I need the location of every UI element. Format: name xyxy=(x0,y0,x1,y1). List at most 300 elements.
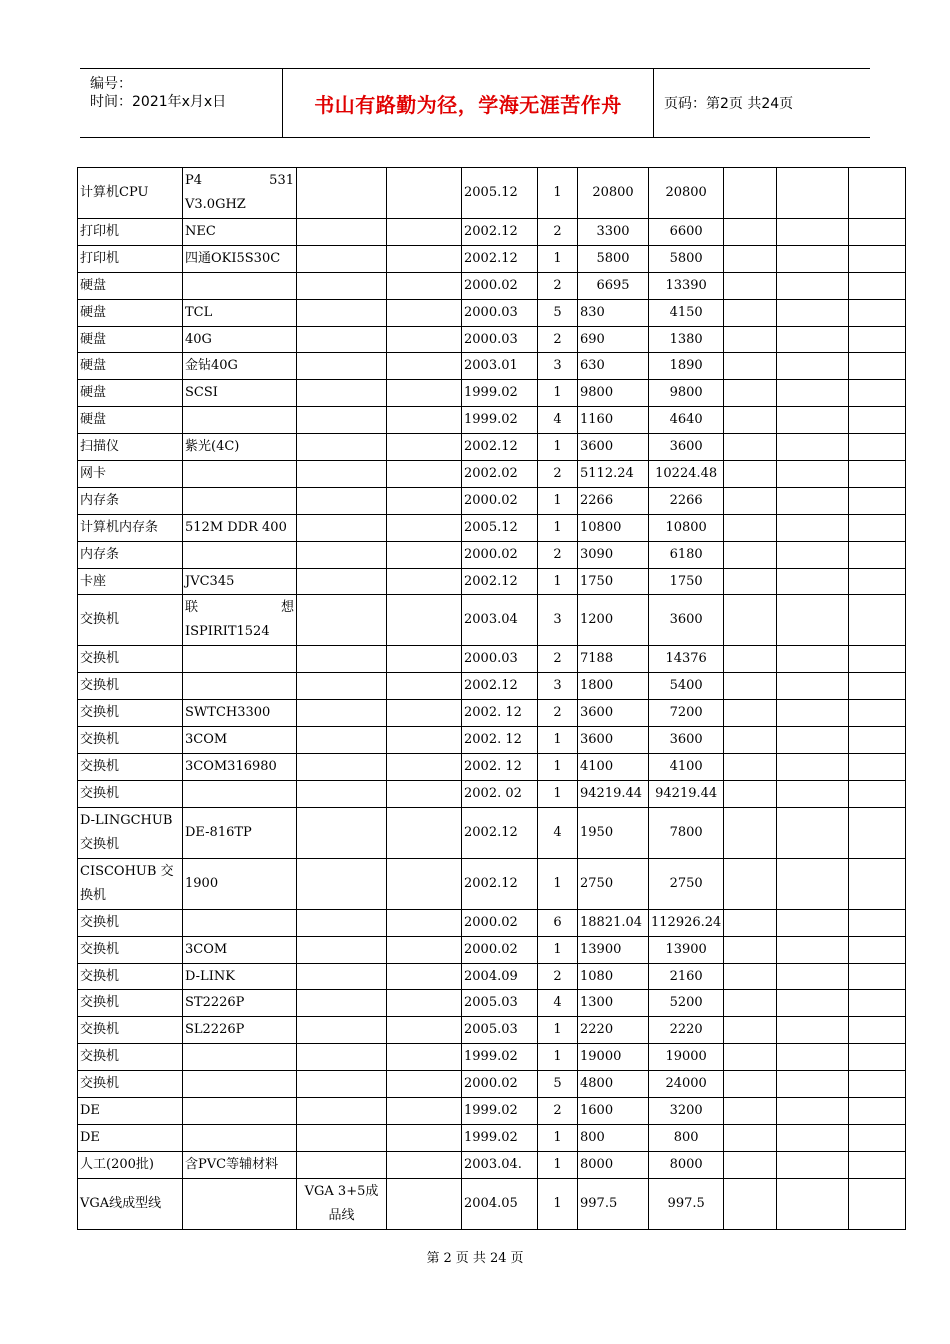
cell-empty xyxy=(849,1151,906,1178)
cell-empty xyxy=(777,514,849,541)
cell-empty xyxy=(387,673,462,700)
cell-empty xyxy=(777,858,849,909)
cell-spec xyxy=(297,754,387,781)
cell-qty: 2 xyxy=(538,541,578,568)
cell-spec xyxy=(297,780,387,807)
cell-model: 金钻40G xyxy=(183,353,297,380)
table-row xyxy=(78,461,906,488)
cell-empty xyxy=(724,219,777,246)
cell-date: 2002. 02 xyxy=(462,780,538,807)
cell-empty xyxy=(724,514,777,541)
table-row xyxy=(78,727,906,754)
cell-price: 1160 xyxy=(578,407,649,434)
cell-empty xyxy=(387,541,462,568)
cell-model: ST2226P xyxy=(183,990,297,1017)
cell-total: 19000 xyxy=(649,1044,724,1071)
cell-price: 6695 xyxy=(578,272,649,299)
cell-model: TCL xyxy=(183,299,297,326)
cell-name: 硬盘 xyxy=(78,299,183,326)
cell-total: 9800 xyxy=(649,380,724,407)
cell-total: 2750 xyxy=(649,858,724,909)
cell-empty xyxy=(387,272,462,299)
cell-qty: 2 xyxy=(538,700,578,727)
cell-qty: 1 xyxy=(538,858,578,909)
cell-model: 1900 xyxy=(183,858,297,909)
cell-model: DE-816TP xyxy=(183,807,297,858)
cell-empty xyxy=(849,1044,906,1071)
cell-empty xyxy=(387,487,462,514)
cell-name: 卡座 xyxy=(78,568,183,595)
cell-empty xyxy=(777,568,849,595)
cell-empty xyxy=(724,754,777,781)
cell-name: 交换机 xyxy=(78,700,183,727)
cell-total: 6180 xyxy=(649,541,724,568)
cell-date: 1999.02 xyxy=(462,1098,538,1125)
cell-total: 2266 xyxy=(649,487,724,514)
cell-qty: 3 xyxy=(538,353,578,380)
cell-model xyxy=(183,1124,297,1151)
cell-name: 交换机 xyxy=(78,595,183,646)
cell-empty xyxy=(724,568,777,595)
cell-date: 2000.02 xyxy=(462,936,538,963)
cell-empty xyxy=(777,1124,849,1151)
cell-price: 1750 xyxy=(578,568,649,595)
footer-prefix: 第 xyxy=(426,1251,440,1266)
cell-empty xyxy=(777,487,849,514)
cell-price: 1800 xyxy=(578,673,649,700)
cell-empty xyxy=(849,727,906,754)
cell-qty: 1 xyxy=(538,1044,578,1071)
cell-empty xyxy=(724,990,777,1017)
cell-price: 2266 xyxy=(578,487,649,514)
cell-model xyxy=(183,909,297,936)
cell-empty xyxy=(724,272,777,299)
cell-price: 2750 xyxy=(578,858,649,909)
cell-empty xyxy=(849,1071,906,1098)
cell-date: 2000.02 xyxy=(462,272,538,299)
cell-spec xyxy=(297,1044,387,1071)
table-row xyxy=(78,326,906,353)
cell-total: 13390 xyxy=(649,272,724,299)
cell-qty: 6 xyxy=(538,909,578,936)
table-row xyxy=(78,673,906,700)
table-row xyxy=(78,1098,906,1125)
cell-date: 2005.12 xyxy=(462,168,538,219)
cell-spec xyxy=(297,168,387,219)
table-row xyxy=(78,514,906,541)
cell-name: 硬盘 xyxy=(78,380,183,407)
cell-empty xyxy=(387,380,462,407)
cell-empty xyxy=(387,990,462,1017)
cell-empty xyxy=(387,858,462,909)
cell-date: 2003.01 xyxy=(462,353,538,380)
cell-total: 4150 xyxy=(649,299,724,326)
cell-empty xyxy=(777,727,849,754)
cell-total: 10800 xyxy=(649,514,724,541)
cell-name: 交换机 xyxy=(78,963,183,990)
cell-empty xyxy=(777,673,849,700)
cell-empty xyxy=(777,1151,849,1178)
cell-spec xyxy=(297,673,387,700)
cell-model: 3COM xyxy=(183,727,297,754)
table-row xyxy=(78,434,906,461)
cell-date: 2000.03 xyxy=(462,299,538,326)
cell-model: 3COM316980 xyxy=(183,754,297,781)
cell-price: 13900 xyxy=(578,936,649,963)
cell-model xyxy=(183,541,297,568)
table-row xyxy=(78,272,906,299)
cell-empty xyxy=(387,909,462,936)
cell-model xyxy=(183,646,297,673)
cell-empty xyxy=(724,380,777,407)
cell-qty: 2 xyxy=(538,272,578,299)
cell-model: SL2226P xyxy=(183,1017,297,1044)
cell-empty xyxy=(387,461,462,488)
cell-empty xyxy=(724,673,777,700)
cell-spec xyxy=(297,299,387,326)
cell-qty: 1 xyxy=(538,434,578,461)
cell-date: 1999.02 xyxy=(462,1124,538,1151)
cell-empty xyxy=(387,936,462,963)
cell-date: 2002.12 xyxy=(462,673,538,700)
cell-name: 打印机 xyxy=(78,245,183,272)
cell-spec xyxy=(297,380,387,407)
cell-date: 2000.02 xyxy=(462,909,538,936)
cell-qty: 1 xyxy=(538,168,578,219)
cell-total: 10224.48 xyxy=(649,461,724,488)
cell-qty: 3 xyxy=(538,673,578,700)
cell-empty xyxy=(387,1017,462,1044)
cell-price: 800 xyxy=(578,1124,649,1151)
cell-total: 6600 xyxy=(649,219,724,246)
cell-name: 交换机 xyxy=(78,727,183,754)
cell-empty xyxy=(777,434,849,461)
cell-empty xyxy=(387,727,462,754)
cell-price: 2220 xyxy=(578,1017,649,1044)
cell-empty xyxy=(724,299,777,326)
cell-spec xyxy=(297,1151,387,1178)
cell-empty xyxy=(724,858,777,909)
cell-model xyxy=(183,407,297,434)
cell-date: 2000.03 xyxy=(462,646,538,673)
cell-date: 2002.12 xyxy=(462,568,538,595)
cell-empty xyxy=(849,1017,906,1044)
cell-empty xyxy=(849,673,906,700)
cell-date: 2004.09 xyxy=(462,963,538,990)
cell-empty xyxy=(387,1151,462,1178)
table-row xyxy=(78,1017,906,1044)
cell-spec xyxy=(297,595,387,646)
cell-date: 2002.12 xyxy=(462,807,538,858)
cell-date: 2005.12 xyxy=(462,514,538,541)
cell-empty xyxy=(387,219,462,246)
cell-total: 1890 xyxy=(649,353,724,380)
cell-price: 690 xyxy=(578,326,649,353)
cell-total: 7800 xyxy=(649,807,724,858)
cell-model: 512M DDR 400 xyxy=(183,514,297,541)
cell-empty xyxy=(724,168,777,219)
cell-empty xyxy=(724,1124,777,1151)
cell-empty xyxy=(849,807,906,858)
cell-price: 1300 xyxy=(578,990,649,1017)
cell-name: 扫描仪 xyxy=(78,434,183,461)
cell-empty xyxy=(724,807,777,858)
cell-model: NEC xyxy=(183,219,297,246)
cell-empty xyxy=(849,754,906,781)
cell-total: 997.5 xyxy=(649,1178,724,1229)
cell-empty xyxy=(849,646,906,673)
cell-price: 9800 xyxy=(578,380,649,407)
cell-empty xyxy=(777,1044,849,1071)
cell-name: 交换机 xyxy=(78,673,183,700)
cell-empty xyxy=(724,1017,777,1044)
cell-price: 3600 xyxy=(578,727,649,754)
table-row xyxy=(78,595,906,646)
cell-empty xyxy=(849,568,906,595)
table-row xyxy=(78,780,906,807)
cell-empty xyxy=(777,461,849,488)
cell-empty xyxy=(777,936,849,963)
cell-price: 830 xyxy=(578,299,649,326)
cell-empty xyxy=(387,595,462,646)
cell-empty xyxy=(724,963,777,990)
cell-model: D-LINK xyxy=(183,963,297,990)
header-page-label: 页码：第2页 共24页 xyxy=(664,96,794,112)
cell-model: JVC345 xyxy=(183,568,297,595)
cell-qty: 3 xyxy=(538,595,578,646)
cell-spec xyxy=(297,990,387,1017)
cell-price: 3300 xyxy=(578,219,649,246)
cell-empty xyxy=(849,380,906,407)
cell-empty xyxy=(724,541,777,568)
table-row xyxy=(78,700,906,727)
page-header xyxy=(80,68,870,138)
cell-name: 计算机内存条 xyxy=(78,514,183,541)
header-meta xyxy=(80,69,283,137)
cell-empty xyxy=(849,780,906,807)
cell-name: 硬盘 xyxy=(78,353,183,380)
cell-model: 40G xyxy=(183,326,297,353)
cell-total: 4100 xyxy=(649,754,724,781)
cell-spec xyxy=(297,353,387,380)
cell-price: 3600 xyxy=(578,700,649,727)
cell-qty: 1 xyxy=(538,1178,578,1229)
cell-empty xyxy=(387,780,462,807)
cell-name: 人工(200批) xyxy=(78,1151,183,1178)
cell-name: 交换机 xyxy=(78,936,183,963)
cell-total: 2160 xyxy=(649,963,724,990)
footer-mid: 页 共 xyxy=(455,1251,486,1266)
cell-model xyxy=(183,780,297,807)
cell-empty xyxy=(724,780,777,807)
cell-date: 2002.12 xyxy=(462,434,538,461)
cell-qty: 1 xyxy=(538,754,578,781)
cell-price: 8000 xyxy=(578,1151,649,1178)
cell-date: 2003.04. xyxy=(462,1151,538,1178)
cell-qty: 1 xyxy=(538,780,578,807)
cell-empty xyxy=(777,990,849,1017)
table-row xyxy=(78,1178,906,1229)
cell-empty xyxy=(387,568,462,595)
cell-name: 交换机 xyxy=(78,1044,183,1071)
cell-empty xyxy=(724,646,777,673)
table-row xyxy=(78,963,906,990)
cell-empty xyxy=(387,299,462,326)
cell-spec xyxy=(297,245,387,272)
asset-table-body xyxy=(78,168,906,1230)
cell-name: 交换机 xyxy=(78,754,183,781)
cell-date: 2004.05 xyxy=(462,1178,538,1229)
cell-empty xyxy=(777,326,849,353)
cell-total: 1380 xyxy=(649,326,724,353)
cell-empty xyxy=(724,1178,777,1229)
cell-date: 1999.02 xyxy=(462,1044,538,1071)
table-row xyxy=(78,568,906,595)
cell-empty xyxy=(724,434,777,461)
cell-spec xyxy=(297,963,387,990)
cell-model: SWTCH3300 xyxy=(183,700,297,727)
cell-price: 1600 xyxy=(578,1098,649,1125)
cell-qty: 2 xyxy=(538,326,578,353)
cell-date: 1999.02 xyxy=(462,407,538,434)
cell-empty xyxy=(387,1124,462,1151)
cell-qty: 1 xyxy=(538,1124,578,1151)
cell-qty: 2 xyxy=(538,646,578,673)
cell-empty xyxy=(849,245,906,272)
cell-name: DE xyxy=(78,1098,183,1125)
cell-name: 硬盘 xyxy=(78,272,183,299)
table-row xyxy=(78,990,906,1017)
cell-empty xyxy=(777,909,849,936)
cell-empty xyxy=(849,1098,906,1125)
cell-empty xyxy=(724,487,777,514)
cell-empty xyxy=(387,700,462,727)
cell-date: 2005.03 xyxy=(462,990,538,1017)
cell-spec xyxy=(297,487,387,514)
cell-empty xyxy=(777,380,849,407)
cell-empty xyxy=(387,434,462,461)
cell-qty: 5 xyxy=(538,1071,578,1098)
cell-name: 交换机 xyxy=(78,1017,183,1044)
cell-name: 硬盘 xyxy=(78,326,183,353)
cell-empty xyxy=(849,353,906,380)
table-row xyxy=(78,1151,906,1178)
cell-empty xyxy=(724,595,777,646)
cell-empty xyxy=(849,219,906,246)
cell-empty xyxy=(724,1151,777,1178)
cell-date: 2000.02 xyxy=(462,541,538,568)
cell-model xyxy=(183,272,297,299)
table-row xyxy=(78,646,906,673)
cell-empty xyxy=(849,326,906,353)
cell-spec xyxy=(297,700,387,727)
cell-spec xyxy=(297,909,387,936)
cell-qty: 1 xyxy=(538,568,578,595)
cell-model: 3COM xyxy=(183,936,297,963)
cell-date: 1999.02 xyxy=(462,380,538,407)
cell-model xyxy=(183,487,297,514)
cell-name: CISCOHUB 交换机 xyxy=(78,858,183,909)
cell-name: 交换机 xyxy=(78,780,183,807)
cell-empty xyxy=(387,326,462,353)
cell-empty xyxy=(777,353,849,380)
cell-spec xyxy=(297,1017,387,1044)
cell-empty xyxy=(777,963,849,990)
cell-model xyxy=(183,1071,297,1098)
asset-table xyxy=(77,167,906,1230)
cell-model xyxy=(183,1044,297,1071)
cell-qty: 2 xyxy=(538,461,578,488)
cell-price: 20800 xyxy=(578,168,649,219)
cell-qty: 2 xyxy=(538,219,578,246)
cell-empty xyxy=(777,1178,849,1229)
cell-empty xyxy=(387,1178,462,1229)
cell-date: 2002. 12 xyxy=(462,727,538,754)
cell-empty xyxy=(849,299,906,326)
cell-total: 20800 xyxy=(649,168,724,219)
cell-empty xyxy=(777,219,849,246)
cell-name: 硬盘 xyxy=(78,407,183,434)
cell-spec xyxy=(297,326,387,353)
cell-name: 计算机CPU xyxy=(78,168,183,219)
cell-empty xyxy=(724,909,777,936)
cell-empty xyxy=(849,963,906,990)
cell-price: 3090 xyxy=(578,541,649,568)
cell-name: D-LINGCHUB 交换机 xyxy=(78,807,183,858)
cell-model xyxy=(183,461,297,488)
cell-date: 2000.02 xyxy=(462,1071,538,1098)
cell-empty xyxy=(849,487,906,514)
table-row xyxy=(78,487,906,514)
cell-name: 网卡 xyxy=(78,461,183,488)
cell-spec xyxy=(297,936,387,963)
cell-price: 4100 xyxy=(578,754,649,781)
cell-total: 5200 xyxy=(649,990,724,1017)
cell-model: 紫光(4C) xyxy=(183,434,297,461)
cell-qty: 4 xyxy=(538,990,578,1017)
cell-price: 1080 xyxy=(578,963,649,990)
cell-total: 800 xyxy=(649,1124,724,1151)
cell-price: 19000 xyxy=(578,1044,649,1071)
cell-empty xyxy=(849,936,906,963)
cell-total: 5800 xyxy=(649,245,724,272)
cell-name: 内存条 xyxy=(78,487,183,514)
cell-empty xyxy=(777,1098,849,1125)
cell-empty xyxy=(387,646,462,673)
cell-empty xyxy=(849,595,906,646)
cell-empty xyxy=(849,1178,906,1229)
cell-price: 3600 xyxy=(578,434,649,461)
cell-date: 2002.12 xyxy=(462,219,538,246)
cell-spec xyxy=(297,646,387,673)
cell-empty xyxy=(777,541,849,568)
table-row xyxy=(78,245,906,272)
cell-spec xyxy=(297,568,387,595)
cell-total: 3600 xyxy=(649,434,724,461)
cell-spec xyxy=(297,461,387,488)
cell-spec xyxy=(297,1124,387,1151)
table-row xyxy=(78,754,906,781)
cell-total: 4640 xyxy=(649,407,724,434)
cell-empty xyxy=(387,1098,462,1125)
cell-empty xyxy=(724,407,777,434)
cell-spec xyxy=(297,541,387,568)
cell-empty xyxy=(849,858,906,909)
cell-empty xyxy=(387,754,462,781)
cell-empty xyxy=(777,646,849,673)
cell-empty xyxy=(849,272,906,299)
date-label: 时间：2021年x月x日 xyxy=(90,94,227,110)
